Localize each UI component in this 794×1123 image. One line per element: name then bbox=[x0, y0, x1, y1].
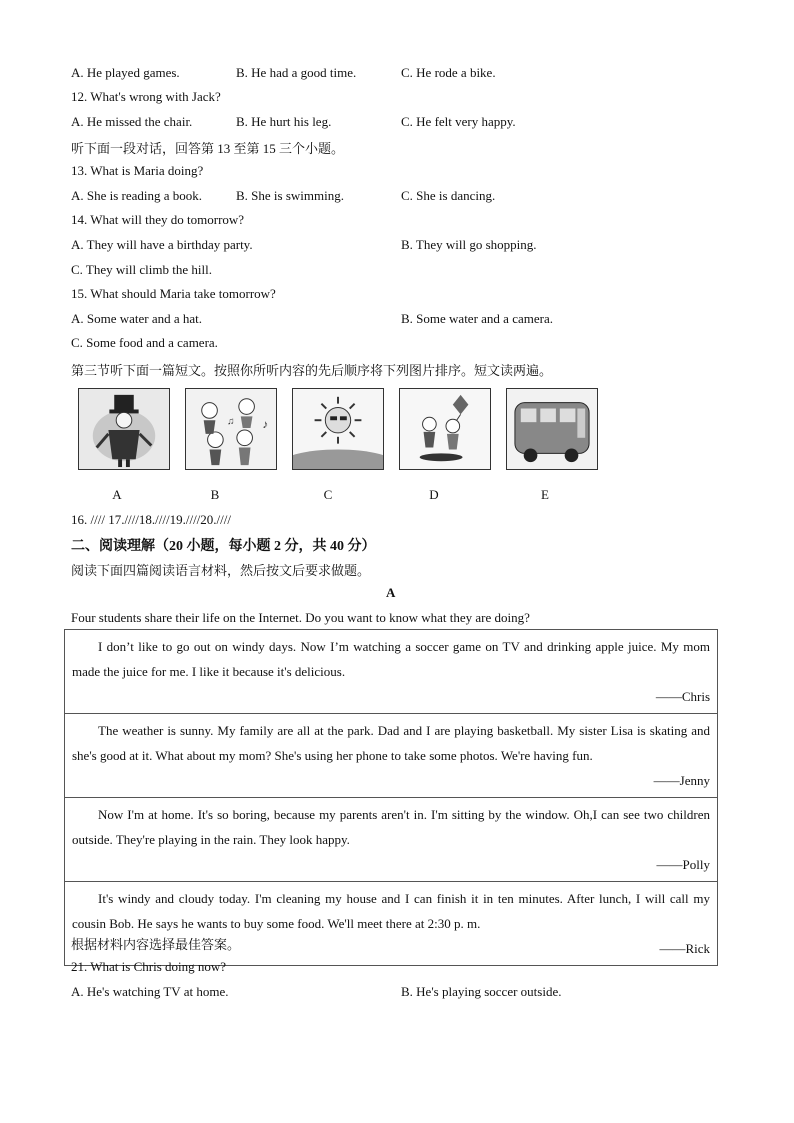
school-bus-icon bbox=[507, 389, 597, 469]
picture-a-magician bbox=[78, 388, 170, 470]
q13-option-b: B. She is swimming. bbox=[236, 188, 344, 203]
q11-option-a: A. He played games. bbox=[71, 65, 180, 80]
svg-text:♪: ♪ bbox=[262, 418, 269, 432]
choose-instruction: 根据材料内容选择最佳答案。 bbox=[71, 937, 241, 952]
picture-label-c: C bbox=[323, 487, 333, 502]
children-singing-icon bbox=[186, 389, 276, 469]
q12-option-c: C. He felt very happy. bbox=[401, 114, 516, 129]
section3-instruction: 第三节听下面一篇短文。按照你所听内容的先后顺序将下列图片排序。短文读两遍。 bbox=[71, 363, 553, 378]
post-author: ——Rick bbox=[659, 941, 710, 956]
picture-label-b: B bbox=[210, 487, 220, 502]
posts-table bbox=[64, 629, 718, 966]
post-author: ——Jenny bbox=[653, 773, 710, 788]
q12-option-a: A. He missed the chair. bbox=[71, 114, 193, 129]
table-row bbox=[65, 798, 718, 882]
svg-text:♫: ♫ bbox=[227, 416, 235, 428]
part2-instruction: 阅读下面四篇阅读语言材料，然后按文后要求做题。 bbox=[71, 563, 371, 578]
picture-label-d: D bbox=[429, 487, 439, 502]
picture-label-e: E bbox=[541, 487, 549, 502]
post-text: It's windy and cloudy today. I'm cleaning my house and I can finish it in ten minutes. After lunch, I will call my cousin Bob. He says he wants to buy some food. We'll meet there at 2:30 p. m. bbox=[72, 891, 710, 931]
q15-option-b: B. Some water and a camera. bbox=[401, 311, 553, 326]
q13-option-c: C. She is dancing. bbox=[401, 188, 496, 203]
picture-c-sun bbox=[292, 388, 384, 470]
picture-label-a: A bbox=[112, 487, 122, 502]
picture-d-kite-flying bbox=[399, 388, 491, 470]
post-text: Now I'm at home. It's so boring, because my parents aren't in. I'm sitting by the window. Oh,I can see two children outside. They're playing in the rain. They look happy. bbox=[72, 807, 710, 847]
q11-option-b: B. He had a good time. bbox=[236, 65, 357, 80]
q14-option-c: C. They will climb the hill. bbox=[71, 262, 212, 277]
q21-option-a: A. He's watching TV at home. bbox=[71, 984, 229, 999]
q21-stem: 21. What is Chris doing now? bbox=[71, 959, 227, 974]
q14-stem: 14. What will they do tomorrow? bbox=[71, 212, 245, 227]
picture-e-school-bus bbox=[506, 388, 598, 470]
table-row bbox=[65, 714, 718, 798]
answer-line-16-20: 16. //// 17.////18.////19.////20.//// bbox=[71, 512, 231, 527]
table-row bbox=[65, 630, 718, 714]
part2-title: 二、阅读理解（20 小题，每小题 2 分，共 40 分） bbox=[71, 539, 376, 554]
picture-b-children-singing bbox=[185, 388, 277, 470]
sun-icon bbox=[293, 389, 383, 469]
q13-option-a: A. She is reading a book. bbox=[71, 188, 203, 203]
q15-option-a: A. Some water and a hat. bbox=[71, 311, 203, 326]
q14-option-b: B. They will go shopping. bbox=[401, 237, 537, 252]
passage-intro: Four students share their life on the Internet. Do you want to know what they are doing? bbox=[71, 610, 530, 625]
post-author: ——Polly bbox=[656, 857, 710, 872]
q12-option-b: B. He hurt his leg. bbox=[236, 114, 332, 129]
post-text: The weather is sunny. My family are all at the park. Dad and I are playing basketball. My sister Lisa is skating and she's good at it. What about my mom? She's using her phone to take some photos. We're having fun. bbox=[72, 723, 710, 763]
q14-option-a: A. They will have a birthday party. bbox=[71, 237, 253, 252]
q13-stem: 13. What is Maria doing? bbox=[71, 163, 204, 178]
q11-option-c: C. He rode a bike. bbox=[401, 65, 496, 80]
q15-option-c: C. Some food and a camera. bbox=[71, 335, 218, 350]
q12-stem: 12. What's wrong with Jack? bbox=[71, 89, 221, 104]
q15-stem: 15. What should Maria take tomorrow? bbox=[71, 286, 276, 301]
kite-flying-icon bbox=[400, 389, 490, 469]
q21-option-b: B. He's playing soccer outside. bbox=[401, 984, 562, 999]
post-text: I don’t like to go out on windy days. Now I’m watching a soccer game on TV and drinking apple juice. My mom made the juice for me. I like it because it's delicious. bbox=[72, 639, 710, 679]
magician-icon bbox=[79, 389, 169, 469]
post-author: ——Chris bbox=[655, 689, 710, 704]
passage-label: A bbox=[386, 585, 396, 600]
instruction-13-15: 听下面一段对话，回答第 13 至第 15 三个小题。 bbox=[71, 141, 345, 156]
